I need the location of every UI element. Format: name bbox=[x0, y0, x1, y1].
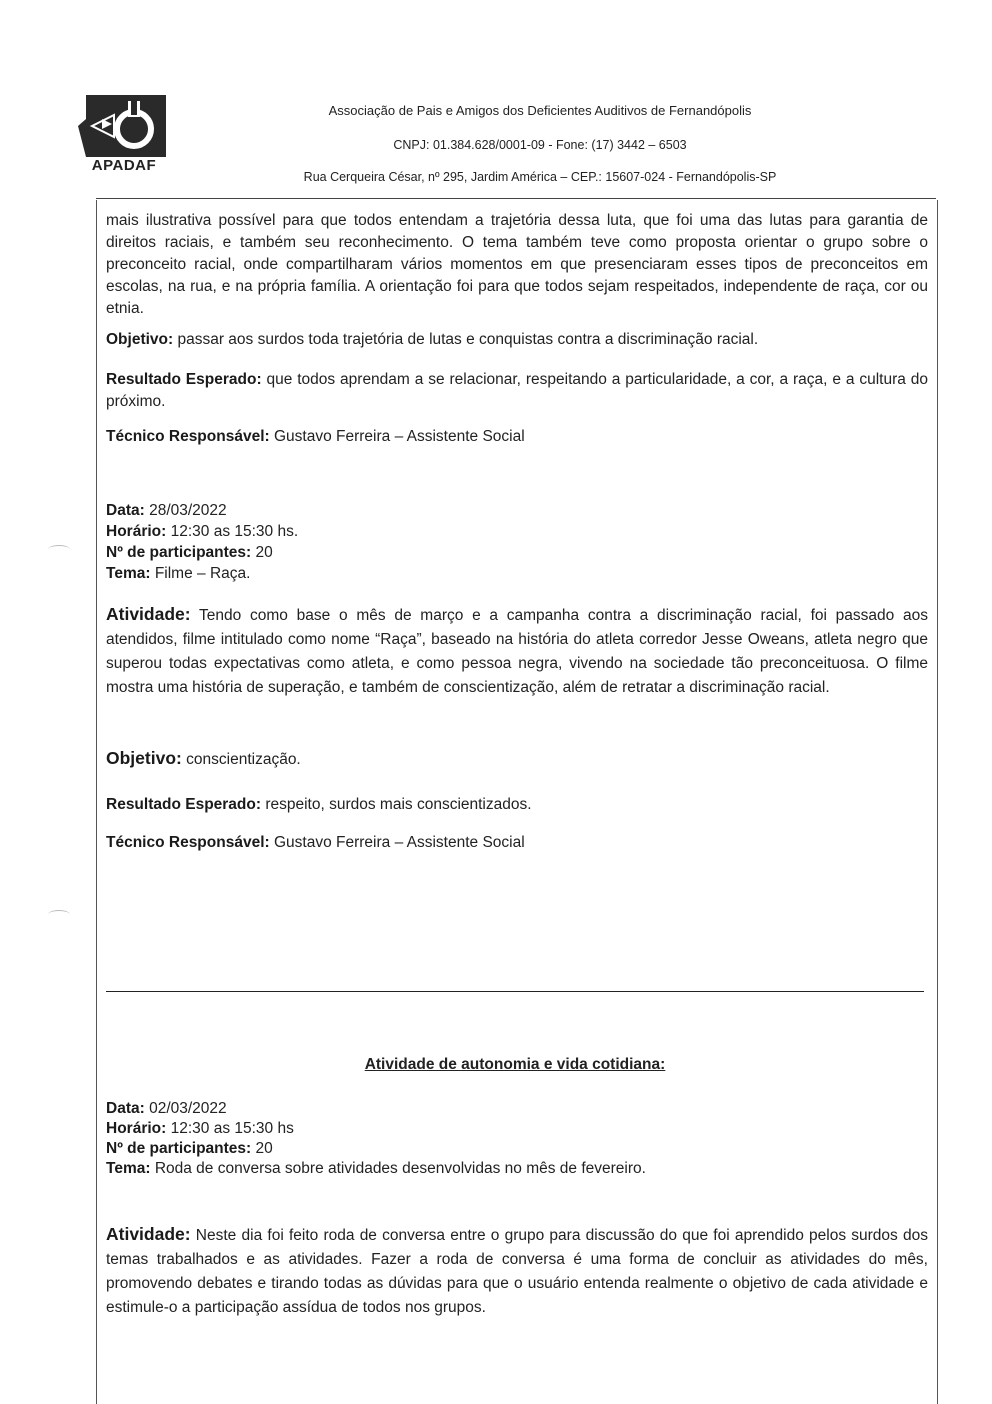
scan-artifact bbox=[48, 910, 70, 919]
scan-artifact bbox=[48, 545, 70, 554]
section-title: Atividade de autonomia e vida cotidiana: bbox=[364, 1056, 666, 1073]
info-block-3: Data: 02/03/2022 Horário: 12:30 as 15:30 hs Nº de participantes: 20 Tema: Roda de conversa sobre atividades desenvolvidas no mês de fevereiro. bbox=[106, 1100, 646, 1177]
logo-text: APADAF bbox=[91, 157, 157, 174]
section-divider bbox=[106, 991, 924, 992]
resultado-1: Resultado Esperado: que todos aprendam a se relacionar, respeitando a particularidade, a cor, a raça, e a cultura do próximo. bbox=[106, 371, 929, 410]
info-block-2: Data: 28/03/2022 Horário: 12:30 as 15:30 hs. Nº de participantes: 20 Tema: Filme – Raça. bbox=[106, 502, 299, 582]
address-line: Rua Cerqueira César, nº 295, Jardim América – CEP.: 15607-024 - Fernandópolis-SP bbox=[303, 170, 777, 184]
resultado-2: Resultado Esperado: respeito, surdos mais conscientizados. bbox=[106, 796, 532, 813]
atividade-3: Atividade: Neste dia foi feito roda de conversa entre o grupo para discussão do que foi aprendido pelos surdos dos temas trabalhados e as atividades. Fazer a roda de conversa é uma forma de concluir as atividades do mês, promovendo debates e tirando todas as dúvidas para que o usuário entenda realmente o objetivo de cada atividade e estimule-o a participação assídua de todos nos grupos. bbox=[106, 1224, 928, 1316]
ear-logo-icon bbox=[78, 95, 170, 157]
organization-name: Associação de Pais e Amigos dos Deficientes Auditivos de Fernandópolis bbox=[328, 103, 752, 118]
apadaf-logo bbox=[78, 95, 170, 175]
atividade-2: Atividade: Tendo como base o mês de março e a campanha contra a discriminação racial, foi passado aos atendidos, filme intitulado como nome “Raça”, baseado na história do atleta corredor Jesse Oweans, atleta negro que superou todas expectativas como atleta, e como pessoa negra, vivendo na sociedade tão preconceituosa. O filme mostra uma história de superação, e também de conscientização, além de retratar a discriminação racial. bbox=[106, 604, 928, 696]
objetivo-2: Objetivo: conscientização. bbox=[106, 748, 301, 768]
intro-paragraph: mais ilustrativa possível para que todos entendam a trajetória dessa luta, que foi uma das lutas para garantia de direitos raciais, e também seu reconhecimento. O tema também teve como proposta orientar o grupo sobre o preconceito racial, onde compartilharam vários momentos em que presenciaram esses tipos de preconceitos em escolas, na rua, e na própria família. A orientação foi para que todos sejam respeitados, independente de raça, cor ou etnia. bbox=[106, 212, 928, 317]
header-divider bbox=[96, 198, 936, 199]
cnpj-phone-line: CNPJ: 01.384.628/0001-09 - Fone: (17) 3442 – 6503 bbox=[393, 138, 687, 152]
tecnico-2: Técnico Responsável: Gustavo Ferreira – Assistente Social bbox=[106, 834, 525, 851]
objetivo-1: Objetivo: passar aos surdos toda trajetória de lutas e conquistas contra a discriminação racial. bbox=[106, 331, 759, 348]
tecnico-1: Técnico Responsável: Gustavo Ferreira – Assistente Social bbox=[106, 428, 525, 445]
